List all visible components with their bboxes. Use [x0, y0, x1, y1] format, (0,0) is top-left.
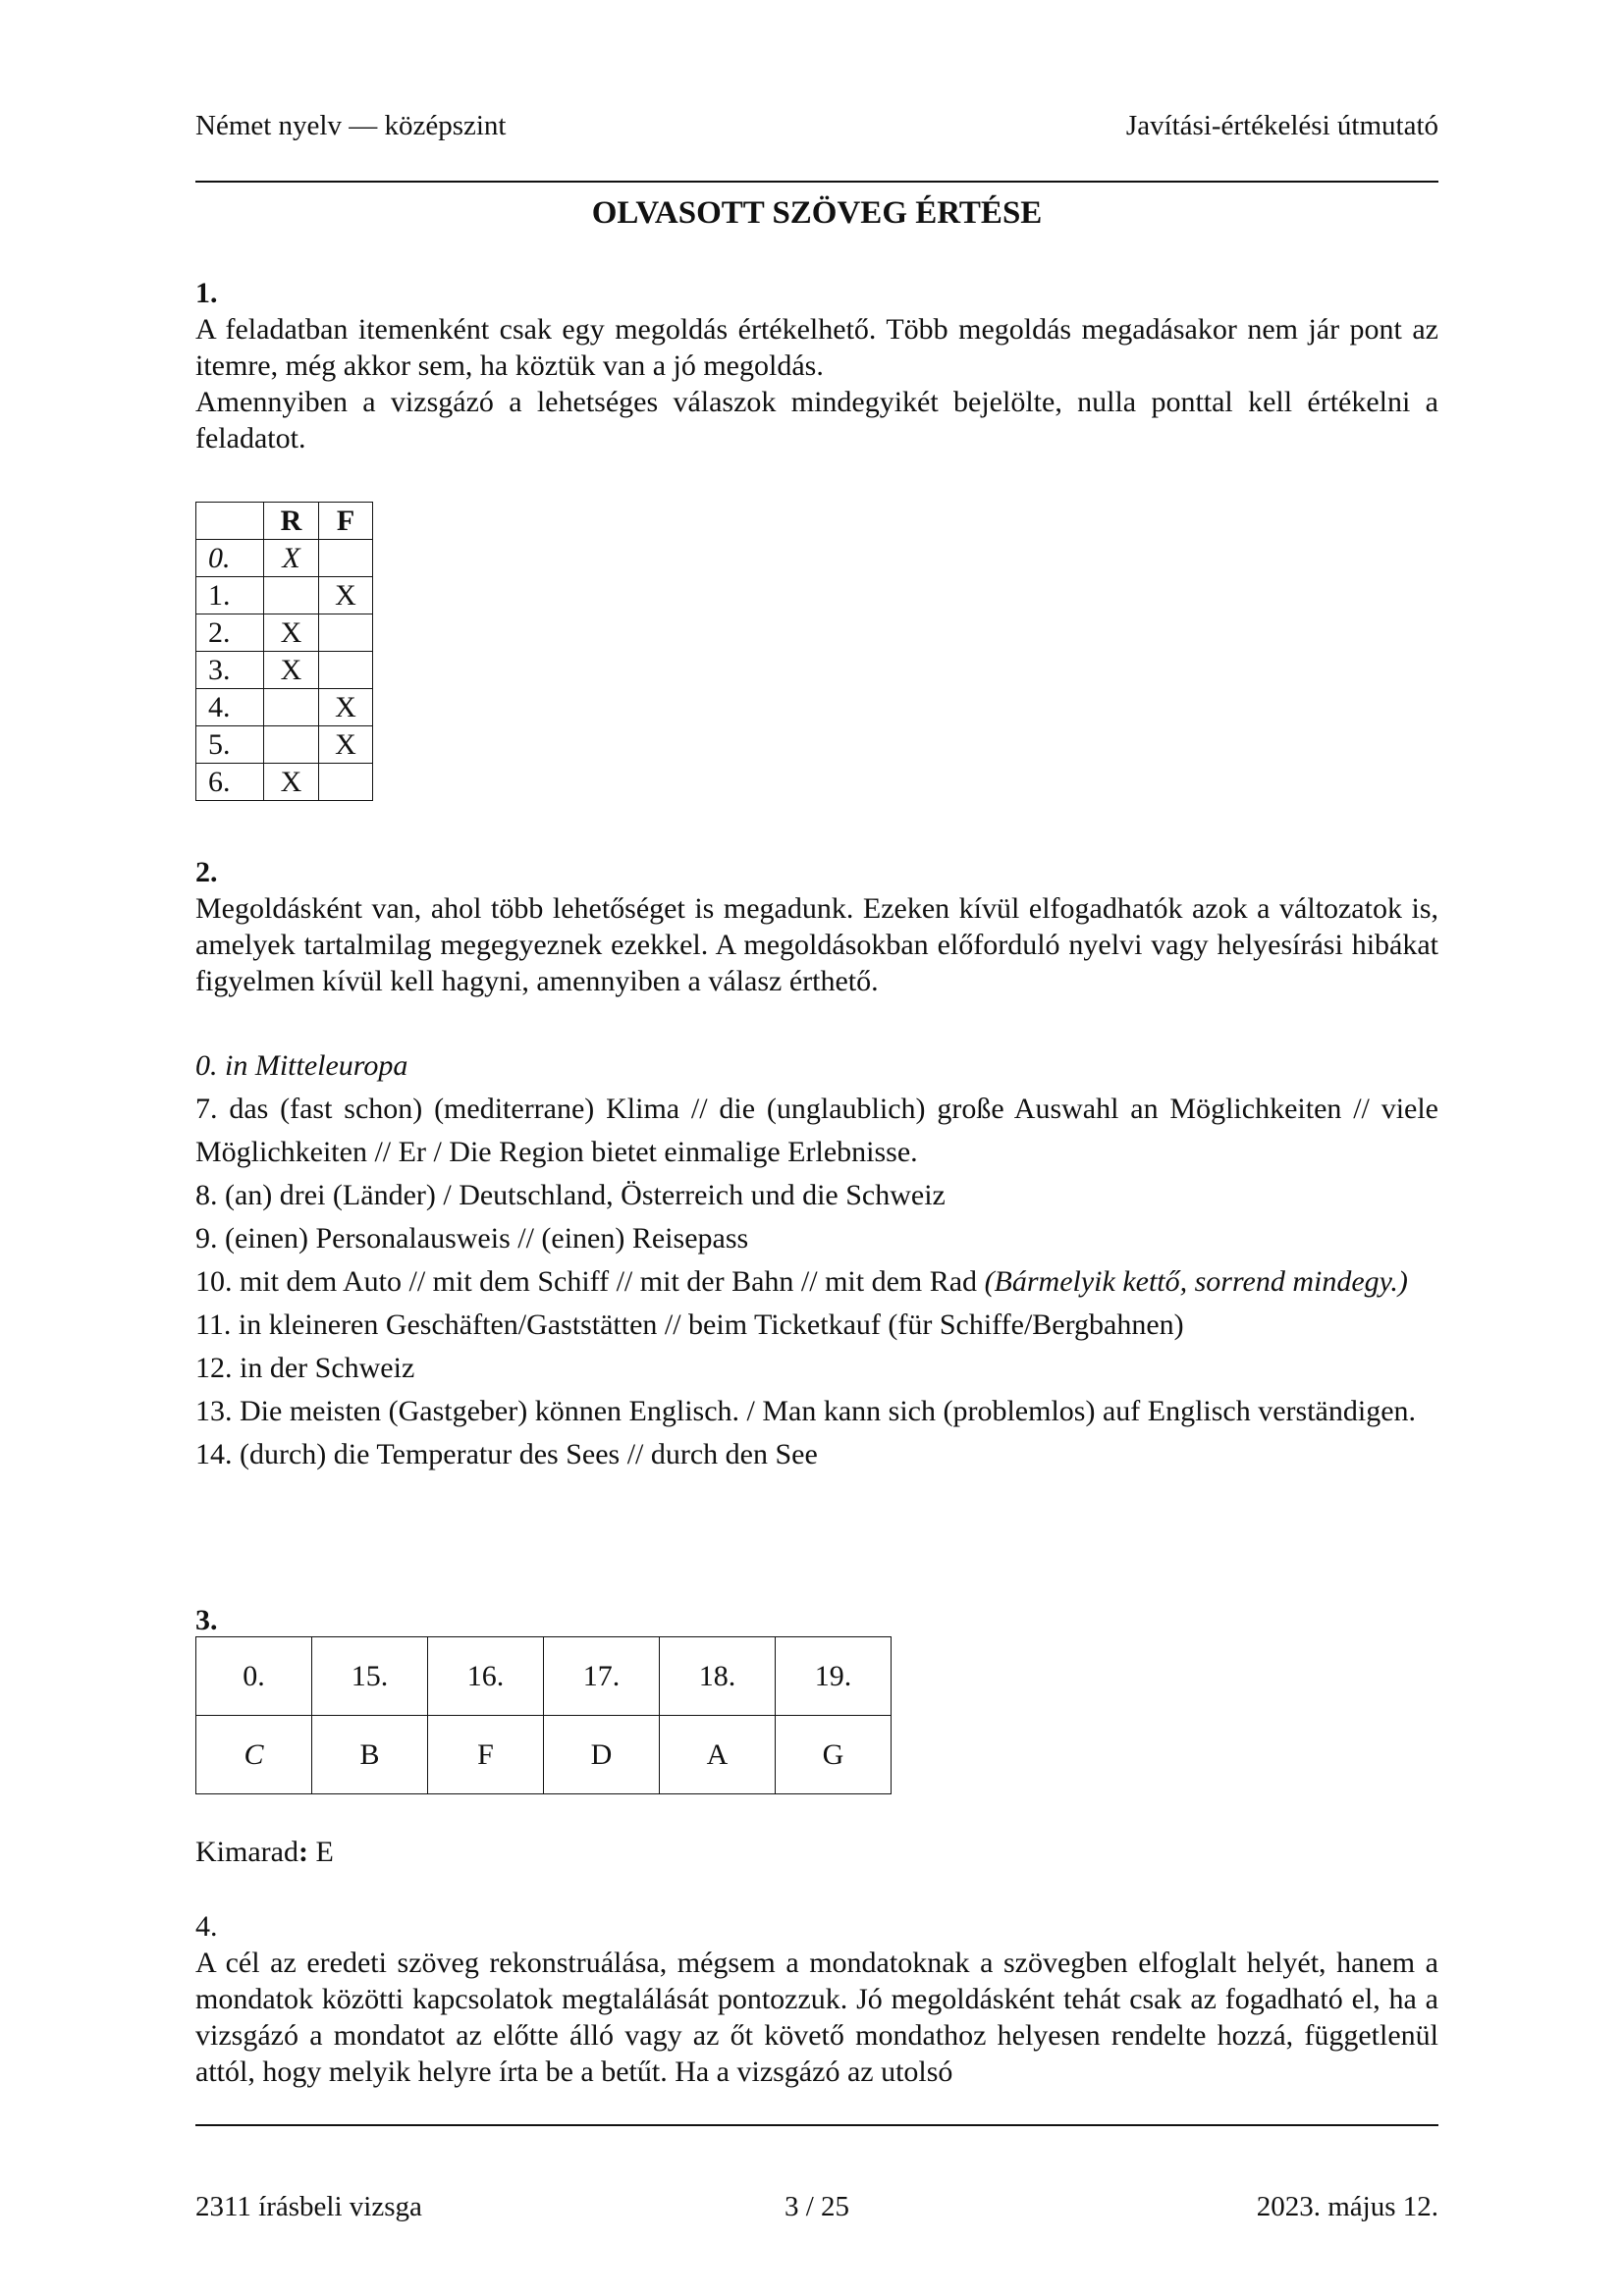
- footer-date: 2023. május 12.: [1256, 2191, 1438, 2222]
- header-cell-f: F: [319, 503, 373, 540]
- row-label: 0.: [196, 540, 264, 577]
- answer-cell: F: [428, 1716, 544, 1794]
- answer-cell: C: [196, 1716, 312, 1794]
- row-f-cell: [319, 540, 373, 577]
- task2-answer-9: 9. (einen) Personalausweis // (einen) Reisepass: [195, 1222, 749, 1255]
- row-label: 1.: [196, 577, 264, 614]
- header-subject: Német nyelv — középszint: [195, 110, 507, 141]
- row-r-cell: X: [264, 540, 319, 577]
- task2-answer-14: 14. (durch) die Temperatur des Sees // durch den See: [195, 1438, 818, 1470]
- task2-answer-10: [195, 1260, 1438, 1304]
- header-rule: [195, 181, 1438, 183]
- task3-leftover: [195, 1834, 1438, 1870]
- task2-answer-12: 12. in der Schweiz: [195, 1352, 415, 1384]
- task3-answers-row: [196, 1716, 892, 1794]
- item-cell: 19.: [776, 1637, 892, 1716]
- header-doc-type: Javítási-értékelési útmutató: [1125, 110, 1438, 141]
- row-f-cell: X: [319, 689, 373, 726]
- task1-answer-table: [195, 502, 373, 801]
- task2-section: [195, 854, 1438, 999]
- leftover-colon: :: [298, 1836, 308, 1868]
- task3-number: 3.: [195, 1604, 218, 1636]
- row-f-cell: X: [319, 577, 373, 614]
- task4-text: A cél az eredeti szöveg rekonstruálása, mégsem a mondatoknak a szövegben elfoglalt helyét, hanem a mondatok közötti kapcsolatok megtalálását pontozzuk. Jó megoldásként tehát csak az fogadható el, ha a vizsgázó a mondatot az előtte álló vagy az őt követő mondathoz helyesen rendelte hozzá, függetlenül attól, hogy melyik helyre írta be a betűt. Ha a vizsgázó az utolsó: [195, 1947, 1438, 2088]
- task1-para2: Amennyiben a vizsgázó a lehetséges válaszok mindegyikét bejelölte, nulla ponttal kell értékelni a feladatot.: [195, 386, 1438, 454]
- header-cell-r: R: [264, 503, 319, 540]
- row-r-cell: X: [264, 614, 319, 652]
- item-cell: 17.: [544, 1637, 660, 1716]
- footer-rule: [195, 2124, 1438, 2126]
- row-r-cell: [264, 689, 319, 726]
- task3-items-row: [196, 1637, 892, 1716]
- item-cell: 15.: [312, 1637, 428, 1716]
- table-row: [196, 726, 373, 764]
- item-cell: 18.: [660, 1637, 776, 1716]
- row-f-cell: X: [319, 726, 373, 764]
- table-row: [196, 652, 373, 689]
- item-cell: 0.: [196, 1637, 312, 1716]
- table-header-row: [196, 503, 373, 540]
- task4-number: 4.: [195, 1910, 218, 1943]
- task1-para1: A feladatban itemenként csak egy megoldás értékelhető. Több megoldás megadásakor nem jár pont az itemre, még akkor sem, ha köztük van a jó megoldás.: [195, 313, 1438, 382]
- answer-cell: G: [776, 1716, 892, 1794]
- task2-example: 0. in Mitteleuropa: [195, 1049, 408, 1082]
- leftover-label: Kimarad: [195, 1836, 298, 1868]
- section-title: OLVASOTT SZÖVEG ÉRTÉSE: [591, 195, 1043, 231]
- task2-answers: [195, 1044, 1438, 1476]
- row-label: 3.: [196, 652, 264, 689]
- row-label: 4.: [196, 689, 264, 726]
- row-r-cell: X: [264, 652, 319, 689]
- row-f-cell: [319, 764, 373, 801]
- footer-exam-code: 2311 írásbeli vizsga: [195, 2191, 422, 2222]
- row-f-cell: [319, 652, 373, 689]
- answer-cell: A: [660, 1716, 776, 1794]
- row-label: 6.: [196, 764, 264, 801]
- table-row: [196, 689, 373, 726]
- task2-answer-7: 7. das (fast schon) (mediterrane) Klima // die (unglaublich) große Auswahl an Möglichkeiten // viele Möglichkeiten // Er / Die Region bietet einmalige Erlebnisse.: [195, 1093, 1438, 1168]
- task2-answer-10-note: (Bármelyik kettő, sorrend mindegy.): [984, 1265, 1408, 1298]
- task1-number: 1.: [195, 277, 218, 309]
- task2-answer-8: 8. (an) drei (Länder) / Deutschland, Österreich und die Schweiz: [195, 1179, 946, 1211]
- task2-answer-11: 11. in kleineren Geschäften/Gaststätten // beim Ticketkauf (für Schiffe/Bergbahnen): [195, 1308, 1184, 1341]
- row-r-cell: [264, 726, 319, 764]
- row-label: 5.: [196, 726, 264, 764]
- task2-intro: Megoldásként van, ahol több lehetőséget is megadunk. Ezeken kívül elfogadhatók azok a változatok is, amelyek tartalmilag megegyeznek ezekkel. A megoldásokban előforduló nyelvi vagy helyesírási hibákat figyelmen kívül kell hagyni, amennyiben a válasz érthető.: [195, 892, 1438, 997]
- table-row: [196, 764, 373, 801]
- leftover-value: E: [307, 1836, 334, 1868]
- task2-answer-10-text: 10. mit dem Auto // mit dem Schiff // mit der Bahn // mit dem Rad: [195, 1265, 978, 1298]
- table-row: [196, 540, 373, 577]
- task1-section: [195, 275, 1438, 456]
- answer-cell: D: [544, 1716, 660, 1794]
- header-cell: [196, 503, 264, 540]
- answer-cell: B: [312, 1716, 428, 1794]
- task2-answer-13: 13. Die meisten (Gastgeber) können Englisch. / Man kann sich (problemlos) auf Englisch verständigen.: [195, 1395, 1417, 1427]
- row-label: 2.: [196, 614, 264, 652]
- table-row: [196, 614, 373, 652]
- table-row: [196, 577, 373, 614]
- task2-number: 2.: [195, 856, 218, 888]
- footer-page-number: 3 / 25: [784, 2191, 850, 2222]
- row-r-cell: [264, 577, 319, 614]
- row-f-cell: [319, 614, 373, 652]
- task3-answer-table: [195, 1636, 892, 1794]
- task4-section: [195, 1908, 1438, 2090]
- row-r-cell: X: [264, 764, 319, 801]
- item-cell: 16.: [428, 1637, 544, 1716]
